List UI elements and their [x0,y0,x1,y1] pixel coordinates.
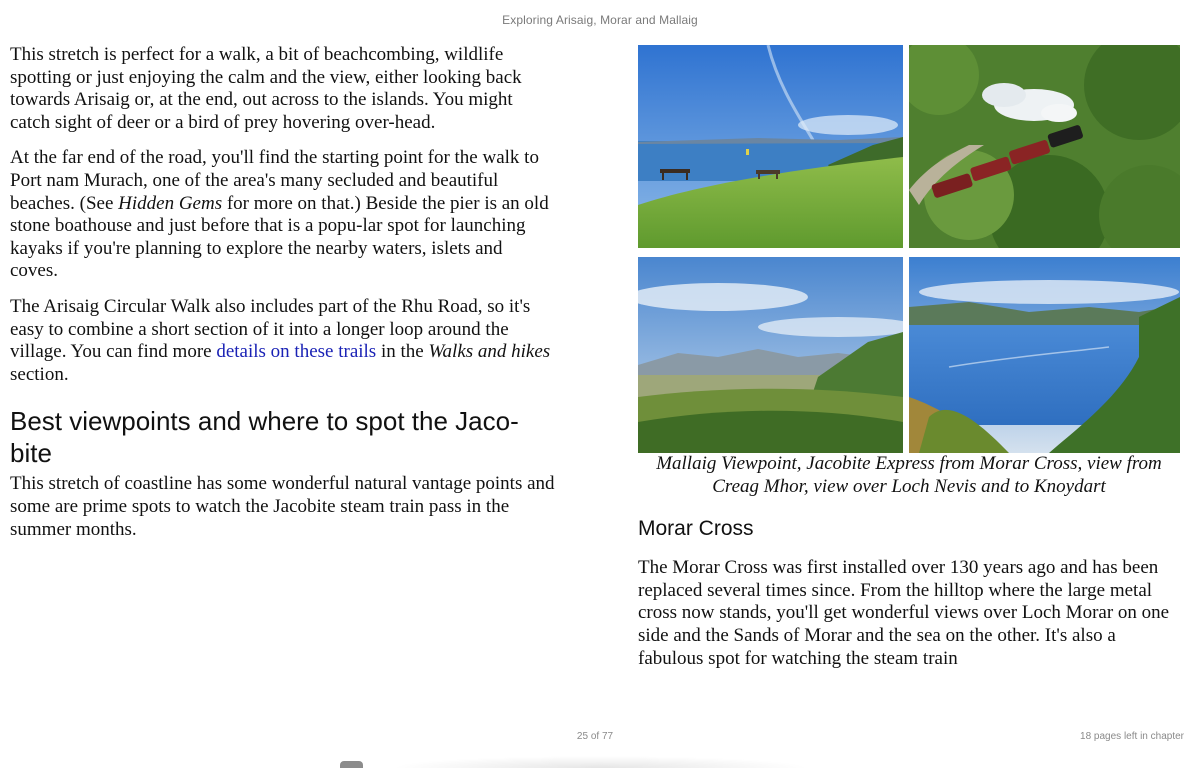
photo-loch-nevis-knoydart[interactable] [909,257,1180,453]
photo-jacobite-express[interactable] [909,45,1180,248]
bottom-edge-shadow [390,756,810,768]
photo-grid [638,45,1180,453]
body-paragraph: This stretch is perfect for a walk, a bit of beachcombing, wildlife spotting or just enjoying the calm and the view, either looking back towards Arisaig or, at the end, out across to the islands. You might catch sight of deer or a bird of prey hovering over-head. [10,44,522,133]
book-title: Exploring Arisaig, Morar and Mallaig [502,13,698,27]
italic-text: Hidden Gems [118,192,223,214]
photo-creag-mhor-view[interactable] [638,257,903,453]
text-run: for more on that.) Beside the pier is an old stone boathouse and just before that is a popu-lar spot for launching kayaks if you're planning to explore the nearby waters, islets and coves. [10,192,549,282]
photo-mallaig-viewpoint[interactable] [638,45,903,248]
scroll-handle[interactable] [340,761,363,768]
text-run: section. [10,363,69,385]
text-run: in the [376,341,429,363]
section-subheading: Morar Cross [638,517,754,541]
italic-text: Walks and hikes [428,341,551,363]
trail-details-link[interactable]: details on these trails [216,341,377,363]
body-paragraph [10,296,555,386]
photo-caption: Mallaig Viewpoint, Jacobite Express from Morar Cross, view from Creag Mhor, view over Loch Nevis and to Knoydart [656,453,1162,497]
body-paragraph [10,147,555,283]
pages-left-in-chapter: 18 pages left in chapter [1080,731,1184,742]
body-paragraph: The Morar Cross was first installed over 130 years ago and has been replaced several times since. From the hilltop where the large metal cross now stands, you'll get wonderful views over Loch Morar on one side and the Sands of Morar and the sea on the other. It's also a fabulous spot for watching the steam train [638,557,1170,669]
section-heading: Best viewpoints and where to spot the Jaco-bite [10,406,519,469]
left-page [10,42,555,554]
body-paragraph: This stretch of coastline has some wonderful natural vantage points and some are prime spots to watch the Jacobite steam train pass in the summer months. [10,473,555,540]
text-run: The Arisaig Circular Walk also includes part of the Rhu Road, so it's easy to combine a short section of it into a longer loop around the village. You can find more [10,295,531,363]
right-page [638,42,1180,683]
text-run: At the far end of the road, you'll find the starting point for the walk to Port nam Murach, one of the area's many secluded and beautiful beaches. (See [10,147,539,214]
page-number: 25 of 77 [576,731,614,742]
